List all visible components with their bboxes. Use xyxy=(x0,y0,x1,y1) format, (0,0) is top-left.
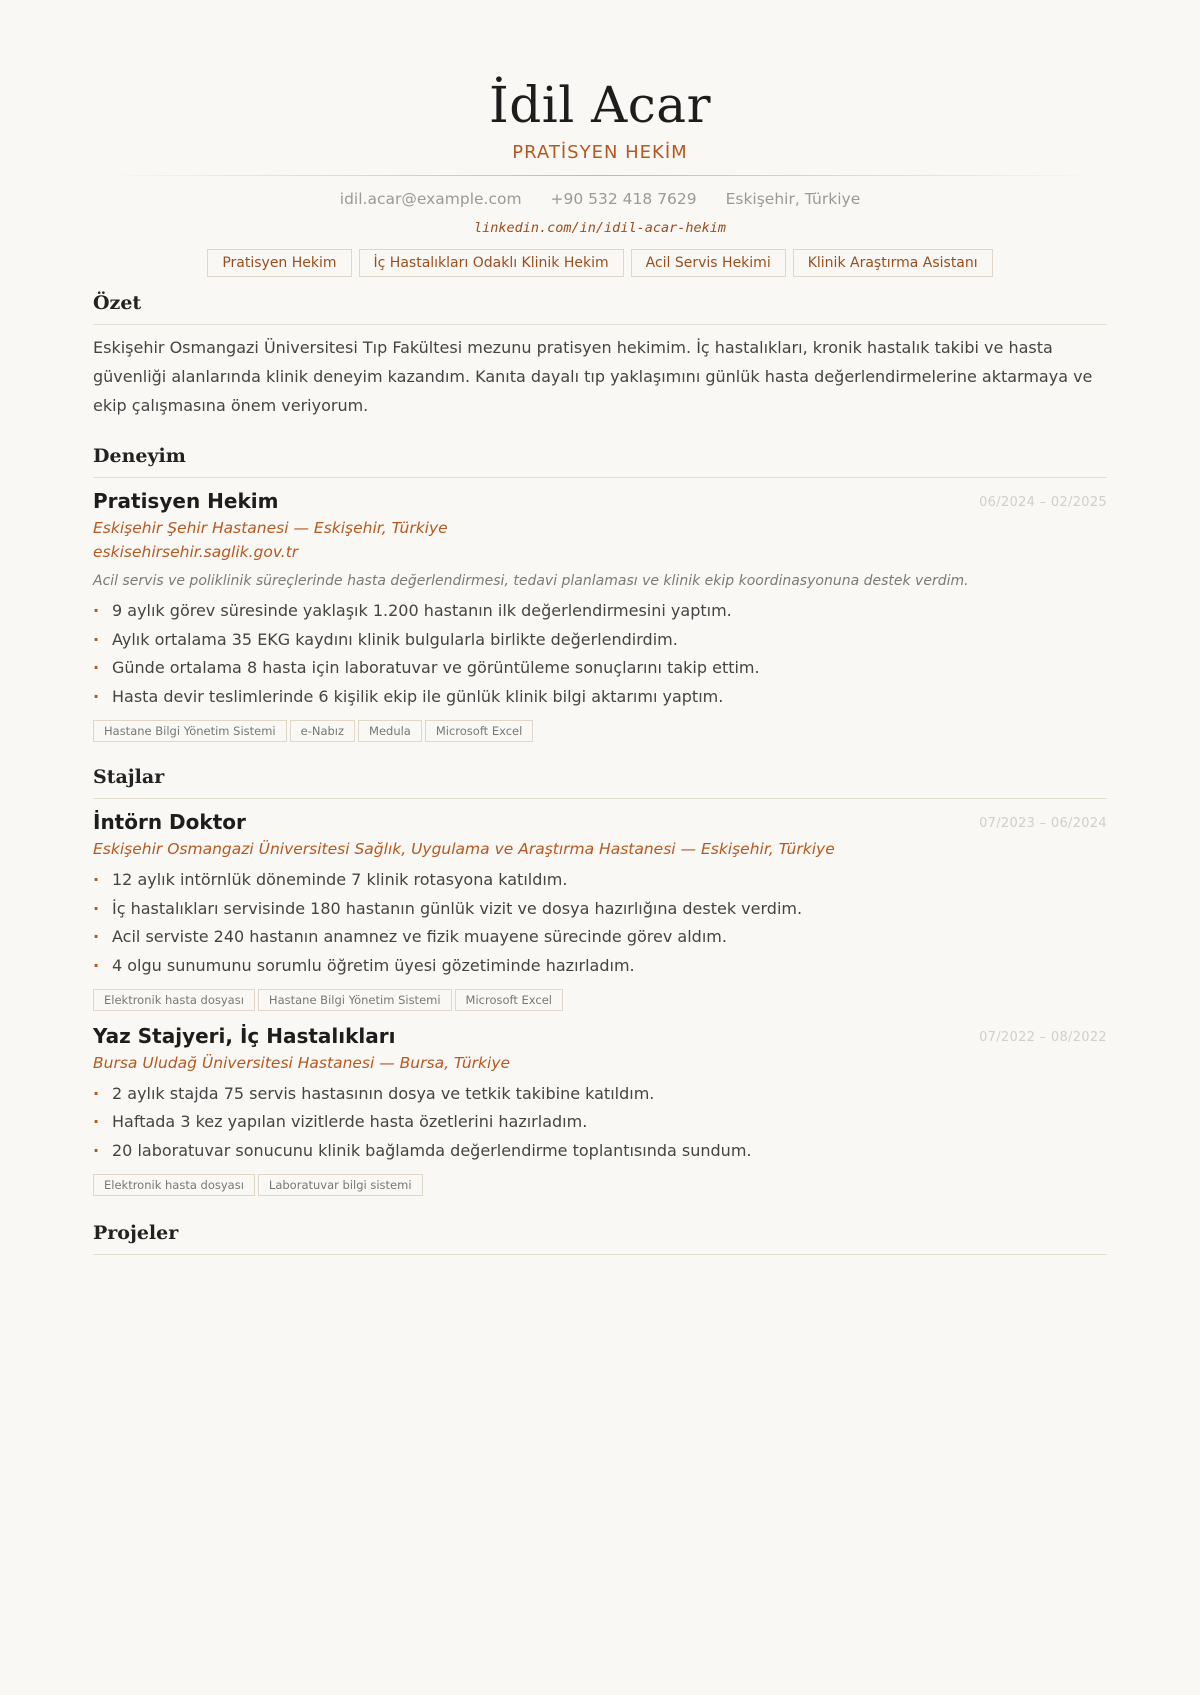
job-title: Yaz Stajyeri, İç Hastalıkları xyxy=(93,1023,396,1048)
job-bullets xyxy=(93,597,1107,712)
linkedin-link[interactable]: linkedin.com/in/idil-acar-hekim xyxy=(474,220,726,236)
candidate-subtitle: PRATİSYEN HEKİM xyxy=(512,142,688,163)
skill-tag: Medula xyxy=(358,720,422,742)
candidate-name: İdil Acar xyxy=(489,76,711,134)
skill-tag: Laboratuvar bilgi sistemi xyxy=(258,1174,423,1196)
header-divider xyxy=(103,175,1097,176)
role-tag: İç Hastalıkları Odaklı Klinik Hekim xyxy=(359,249,624,277)
job-description: Acil servis ve poliklinik süreçlerinde hasta değerlendirmesi, tedavi planlaması ve klinik ekip koordinasyonuna destek verdim. xyxy=(93,573,969,589)
skill-tag: Microsoft Excel xyxy=(455,989,563,1011)
job-title: İntörn Doktor xyxy=(93,809,246,834)
experience-entry xyxy=(93,489,1107,742)
internships-section xyxy=(93,766,1107,1196)
summary-section xyxy=(93,292,1107,420)
contact-line xyxy=(93,190,1107,208)
contact-phone[interactable]: +90 532 418 7629 xyxy=(550,190,697,208)
contact-location: Eskişehir, Türkiye xyxy=(725,190,861,208)
role-tag: Acil Servis Hekimi xyxy=(631,249,786,277)
organization-url[interactable]: eskisehirsehir.saglik.gov.tr xyxy=(93,543,299,561)
contact-email[interactable]: idil.acar@example.com xyxy=(339,190,522,208)
section-title-projects: Projeler xyxy=(93,1222,1107,1255)
role-tag: Pratisyen Hekim xyxy=(207,249,351,277)
internship-entry xyxy=(93,810,1107,1011)
list-item: · 20 laboratuvar sonucunu klinik bağlamda değerlendirme toplantısında sundum. xyxy=(93,1137,1107,1166)
section-title-internships: Stajlar xyxy=(93,766,1107,799)
list-item: · Acil serviste 240 hastanın anamnez ve fizik muayene sürecinde görev aldım. xyxy=(93,923,1107,952)
list-item: · Aylık ortalama 35 EKG kaydını klinik bulgularla birlikte değerlendirdim. xyxy=(93,626,1107,655)
job-dates: 07/2022 – 08/2022 xyxy=(979,1029,1107,1045)
job-dates: 06/2024 – 02/2025 xyxy=(979,495,1107,510)
skill-tags xyxy=(93,989,1107,1011)
skill-tags xyxy=(93,720,1107,742)
skill-tag: Elektronik hasta dosyası xyxy=(93,1174,255,1196)
resume-header xyxy=(93,0,1107,277)
list-item: · 9 aylık görev süresinde yaklaşık 1.200 hastanın ilk değerlendirmesini yaptım. xyxy=(93,597,1107,626)
skill-tag: Hastane Bilgi Yönetim Sistemi xyxy=(93,720,287,742)
internship-entry xyxy=(93,1024,1107,1196)
section-title-summary: Özet xyxy=(93,292,1107,325)
job-dates: 07/2023 – 06/2024 xyxy=(979,815,1107,831)
section-title-experience: Deneyim xyxy=(93,445,1107,478)
summary-text: Eskişehir Osmangazi Üniversitesi Tıp Fakültesi mezunu pratisyen hekimim. İç hastalıkları, kronik hastalık takibi ve hasta güvenliği alanlarında klinik deneyim kazandım. Kanıta dayalı tıp yaklaşımını günlük hasta değerlendirmelerine aktarmaya ve ekip çalışmasına önem veriyorum. xyxy=(93,338,1093,415)
role-tag: Klinik Araştırma Asistanı xyxy=(793,249,993,277)
list-item: · Haftada 3 kez yapılan vizitlerde hasta özetlerini hazırladım. xyxy=(93,1108,1107,1137)
skill-tag: Microsoft Excel xyxy=(425,720,533,742)
experience-section xyxy=(93,445,1107,742)
skill-tag: Hastane Bilgi Yönetim Sistemi xyxy=(258,989,452,1011)
list-item: · 4 olgu sunumunu sorumlu öğretim üyesi gözetiminde hazırladım. xyxy=(93,952,1107,981)
job-organization: Eskişehir Osmangazi Üniversitesi Sağlık, Uygulama ve Araştırma Hastanesi — Eskişehir, Türkiye xyxy=(93,839,835,858)
list-item: · 2 aylık stajda 75 servis hastasının dosya ve tetkik takibine katıldım. xyxy=(93,1080,1107,1109)
role-tags xyxy=(93,249,1107,277)
job-title: Pratisyen Hekim xyxy=(93,489,279,513)
list-item: · Günde ortalama 8 hasta için laboratuvar ve görüntüleme sonuçlarını takip ettim. xyxy=(93,654,1107,683)
skill-tag: e-Nabız xyxy=(290,720,355,742)
list-item: · 12 aylık intörnlük döneminde 7 klinik rotasyona katıldım. xyxy=(93,866,1107,895)
job-bullets xyxy=(93,866,1107,981)
list-item: · İç hastalıkları servisinde 180 hastanın günlük vizit ve dosya hazırlığına destek verdim. xyxy=(93,895,1107,924)
skill-tag: Elektronik hasta dosyası xyxy=(93,989,255,1011)
job-organization: Bursa Uludağ Üniversitesi Hastanesi — Bursa, Türkiye xyxy=(93,1053,511,1072)
skill-tags xyxy=(93,1174,1107,1196)
projects-section xyxy=(93,1222,1107,1255)
job-bullets xyxy=(93,1080,1107,1166)
job-organization: Eskişehir Şehir Hastanesi — Eskişehir, Türkiye xyxy=(93,519,448,537)
list-item: · Hasta devir teslimlerinde 6 kişilik ekip ile günlük klinik bilgi aktarımı yaptım. xyxy=(93,683,1107,712)
